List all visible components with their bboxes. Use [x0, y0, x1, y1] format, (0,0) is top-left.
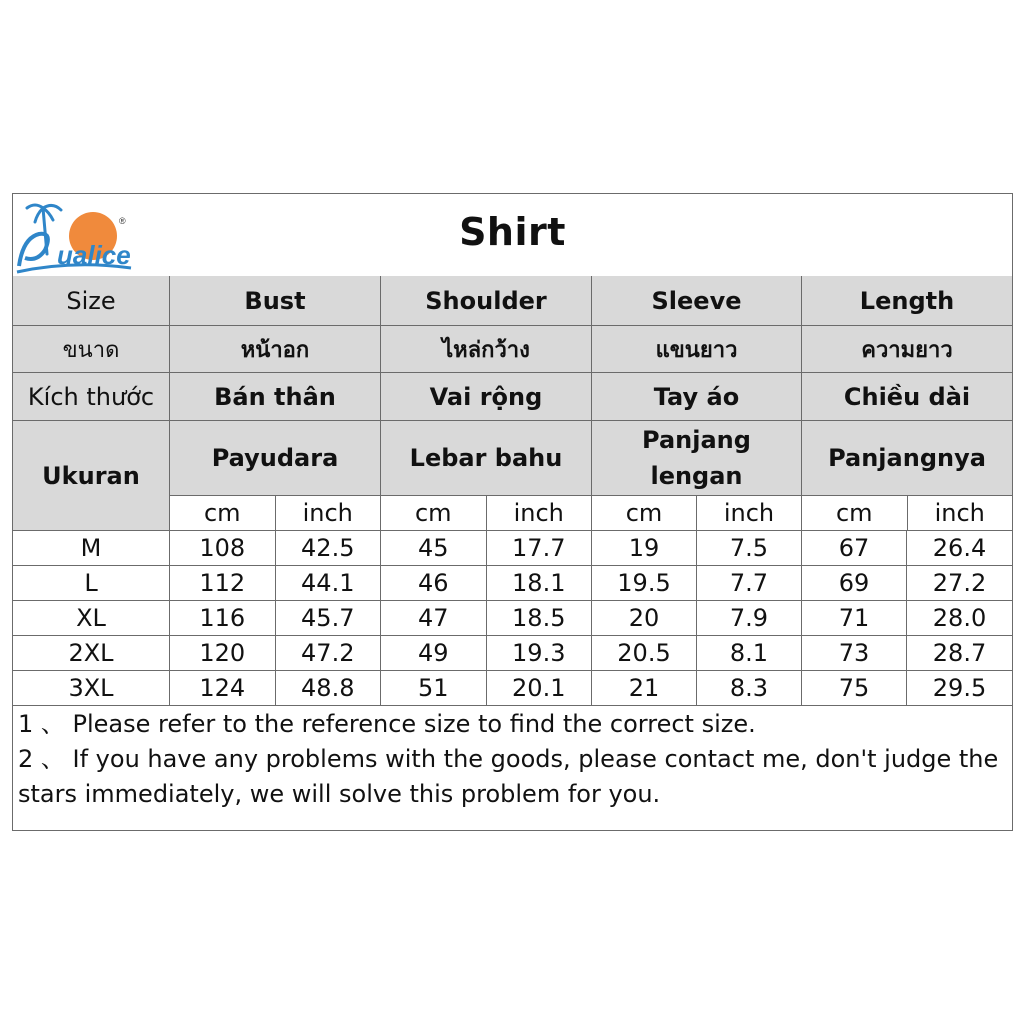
title-row	[13, 194, 1012, 277]
measurement-cell: 44.1	[276, 566, 382, 601]
unit-cm: cm	[802, 496, 908, 531]
header-bust: Bust	[170, 276, 381, 326]
measurement-cell: 20.5	[592, 636, 697, 671]
unit-cm: cm	[381, 496, 487, 531]
measurement-cell: 42.5	[276, 531, 382, 566]
size-label: M	[13, 531, 170, 566]
measurement-cell: 46	[381, 566, 487, 601]
chart-title: Shirt	[459, 210, 566, 254]
measurement-cell: 45	[381, 531, 487, 566]
measurement-cell: 19.3	[487, 636, 593, 671]
header-bust-thai: หน้าอก	[170, 326, 381, 373]
unit-inch: inch	[276, 496, 381, 531]
svg-text:®: ®	[119, 216, 126, 226]
measurement-cell: 7.5	[697, 531, 802, 566]
note-item: 1 、 Please refer to the reference size to find the correct size.	[18, 710, 756, 738]
notes	[18, 707, 1004, 812]
measurement-cell: 45.7	[276, 601, 382, 636]
measurement-cell: 69	[802, 566, 907, 601]
size-label: L	[13, 566, 170, 601]
measurement-cell: 27.2	[907, 566, 1012, 601]
measurement-cell: 124	[170, 671, 276, 706]
measurement-cell: 28.7	[907, 636, 1012, 671]
header-length-vi: Chiều dài	[802, 373, 1012, 421]
header-group-length	[802, 421, 1012, 531]
header-sleeve-vi: Tay áo	[592, 373, 802, 421]
measurement-cell: 26.4	[907, 531, 1012, 566]
header-size: Size	[13, 276, 170, 326]
header-size-vi: Kích thước	[13, 373, 170, 421]
measurement-cell: 49	[381, 636, 487, 671]
header-size-id: Ukuran	[13, 421, 170, 531]
measurement-cell: 108	[170, 531, 276, 566]
table-row	[13, 566, 1012, 601]
measurement-cell: 21	[592, 671, 697, 706]
unit-inch: inch	[697, 496, 801, 531]
header-size-thai: ขนาด	[13, 326, 170, 373]
header-shoulder-id: Lebar bahu	[381, 421, 591, 496]
header-group-shoulder	[381, 421, 592, 531]
size-label: 3XL	[13, 671, 170, 706]
note-item: 2 、 If you have any problems with the goods, please contact me, don't judge the stars immediately, we will solve this problem for you.	[18, 745, 999, 808]
size-label: 2XL	[13, 636, 170, 671]
header-length-thai: ความยาว	[802, 326, 1012, 373]
header-shoulder-thai: ไหล่กว้าง	[381, 326, 592, 373]
unit-cm: cm	[170, 496, 276, 531]
measurement-cell: 75	[802, 671, 907, 706]
measurement-cell: 67	[802, 531, 907, 566]
header-row-english	[13, 276, 1012, 326]
unit-cm: cm	[592, 496, 697, 531]
header-sleeve-thai: แขนยาว	[592, 326, 802, 373]
measurement-cell: 17.7	[487, 531, 593, 566]
header-length-id: Panjangnya	[802, 421, 1012, 496]
measurement-cell: 28.0	[907, 601, 1012, 636]
header-length: Length	[802, 276, 1012, 326]
svg-text:ualice: ualice	[57, 240, 131, 270]
measurement-cell: 19	[592, 531, 697, 566]
unit-inch: inch	[487, 496, 592, 531]
measurement-cell: 18.1	[487, 566, 593, 601]
measurement-cell: 7.7	[697, 566, 802, 601]
measurement-cell: 51	[381, 671, 487, 706]
size-chart	[12, 193, 1013, 831]
header-sleeve: Sleeve	[592, 276, 802, 326]
header-row-thai	[13, 326, 1012, 373]
measurement-cell: 20	[592, 601, 697, 636]
measurement-cell: 7.9	[697, 601, 802, 636]
measurement-cell: 47.2	[276, 636, 382, 671]
header-sleeve-id: Panjang lengan	[592, 421, 801, 496]
unit-inch: inch	[908, 496, 1013, 531]
header-bust-vi: Bán thân	[170, 373, 381, 421]
header-group-bust	[170, 421, 381, 531]
measurement-cell: 116	[170, 601, 276, 636]
table-row	[13, 636, 1012, 671]
measurement-cell: 47	[381, 601, 487, 636]
measurement-cell: 73	[802, 636, 907, 671]
measurement-cell: 19.5	[592, 566, 697, 601]
table-row	[13, 531, 1012, 566]
measurement-cell: 71	[802, 601, 907, 636]
header-row-indonesian	[13, 421, 1012, 531]
header-group-sleeve	[592, 421, 802, 531]
measurement-cell: 112	[170, 566, 276, 601]
table-row	[13, 671, 1012, 706]
measurement-cell: 120	[170, 636, 276, 671]
header-bust-id: Payudara	[170, 421, 380, 496]
size-label: XL	[13, 601, 170, 636]
measurement-cell: 29.5	[907, 671, 1012, 706]
measurement-cell: 18.5	[487, 601, 593, 636]
measurement-cell: 20.1	[487, 671, 593, 706]
header-row-vietnamese	[13, 373, 1012, 421]
measurement-cell: 48.8	[276, 671, 382, 706]
table-row	[13, 601, 1012, 636]
measurement-cell: 8.3	[697, 671, 802, 706]
header-shoulder-vi: Vai rộng	[381, 373, 592, 421]
measurement-cell: 8.1	[697, 636, 802, 671]
header-shoulder: Shoulder	[381, 276, 592, 326]
